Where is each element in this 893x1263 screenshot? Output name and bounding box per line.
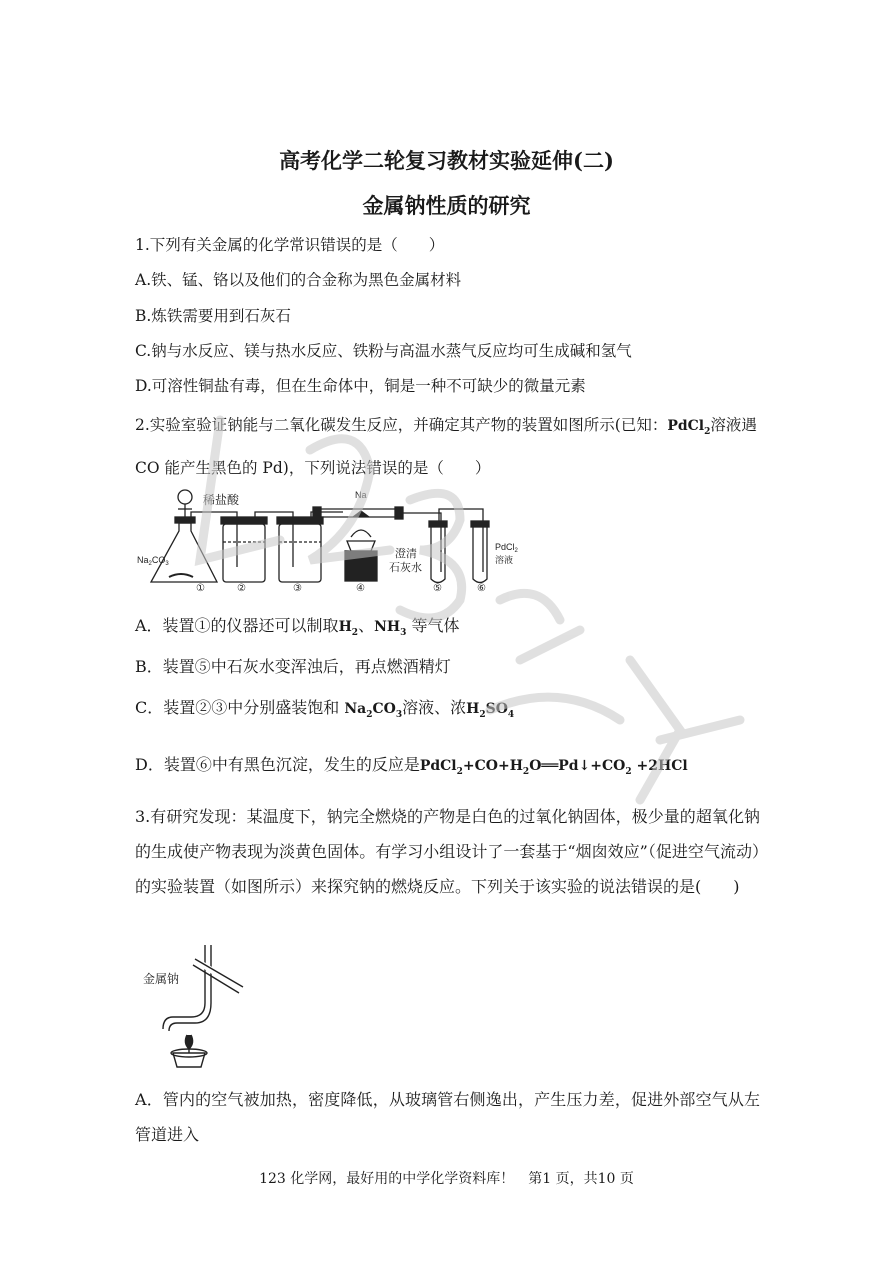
alcohol-lamp-block: [345, 551, 377, 581]
wash-bottle-3: [279, 524, 321, 582]
label-6: ⑥: [477, 583, 486, 594]
label-na2co3: $Na_2CO_3$: [137, 555, 169, 567]
q2-c-mid: 溶液、浓: [402, 698, 467, 717]
formula-h2: $H_2$: [338, 619, 359, 638]
q2-a-text: A．装置①的仪器还可以制取: [135, 616, 339, 635]
conical-flask: [151, 523, 217, 582]
reagent-formula: PdCl: [667, 418, 705, 434]
label-3: ③: [293, 583, 302, 594]
q1-option-d: D.可溶性铜盐有毒，但在生命体中，铜是一种不可缺少的微量元素: [135, 377, 586, 395]
page-title: 高考化学二轮复习教材实验延伸(二): [279, 148, 614, 173]
label-pdcl2-solution: 溶液: [495, 555, 514, 565]
page-subtitle: 金属钠性质的研究: [362, 193, 531, 218]
apparatus-figure-q2: [133, 487, 533, 597]
q2-stem-line1: [135, 413, 757, 437]
page-footer: 123 化学网，最好用的中学化学资料库！ 第1 页，共10 页: [259, 1171, 634, 1187]
q1-option-a: A.铁、锰、铬以及他们的合金称为黑色金属材料: [135, 271, 462, 289]
q1-option-c: C.钠与水反应、镁与热水反应、铁粉与高温水蒸气反应均可生成碱和氢气: [135, 342, 632, 360]
formula-nh3: $NH_3$: [374, 619, 407, 638]
q2-stem-line2: CO 能产生黑色的 Pd)，下列说法错误的是（ ）: [135, 459, 491, 477]
q1-stem: 1.下列有关金属的化学常识错误的是（ ）: [135, 236, 445, 254]
q3-stem: 3.有研究发现：某温度下，钠完全燃烧的产物是白色的过氧化钠固体，极少量的超氧化钠的生成使产物表现为淡黄色固体。有学习小组设计了一套基于“烟囱效应”（促进空气流动）的实验装置（如图所示）来探究钠的燃烧反应。下列关于该实验的说法错误的是( ): [135, 807, 760, 896]
q2-option-b: B．装置⑤中石灰水变浑浊后，再点燃酒精灯: [135, 657, 451, 676]
apparatus-figure-q3: [133, 943, 253, 1073]
q2-stem-text: 2.实验室验证钠能与二氧化碳发生反应，并确定其产物的装置如图所示(已知：: [135, 416, 668, 434]
q2-option-a: [135, 613, 459, 638]
label-limewater-2: 石灰水: [389, 562, 422, 574]
formula-h2so4: $H_2SO_4$: [466, 701, 515, 720]
test-tube-5: [431, 527, 445, 583]
q2-c-text: C．装置②③中分别盛装饱和: [135, 698, 345, 717]
q2-d-text: D．装置⑥中有黑色沉淀，发生的反应是: [135, 755, 420, 774]
q2-option-d: [135, 752, 688, 777]
label-5: ⑤: [433, 583, 442, 594]
reagent-subscript: 2: [704, 426, 711, 437]
q2-option-c: [135, 695, 514, 720]
formula-na2co3: $Na_2CO_3$: [344, 701, 403, 720]
reaction-equation: $PdCl_2+CO+H_2O══Pd↓+CO_2 +2HCl$: [419, 758, 688, 777]
label-dilute-hcl: 稀盐酸: [203, 493, 240, 507]
label-limewater-1: 澄清: [395, 548, 417, 560]
q2-a-sep: 、: [358, 616, 375, 635]
wash-bottle-2: [223, 524, 265, 582]
label-na: Na: [355, 490, 367, 500]
label-sodium-metal: 金属钠: [143, 972, 180, 986]
label-pdcl2: PdCl$_2$: [495, 542, 518, 554]
q2-stem-text-2: 溶液遇: [710, 416, 757, 434]
funnel-bulb: [178, 490, 192, 504]
q2-reagent: [667, 418, 711, 437]
label-2: ②: [237, 583, 246, 594]
q2-a-tail: 等气体: [406, 616, 460, 635]
q1-option-b: B.炼铁需要用到石灰石: [135, 307, 291, 325]
test-tube-6: [473, 527, 487, 583]
q3-option-a: A．管内的空气被加热，密度降低，从玻璃管右侧逸出，产生压力差，促进外部空气从左管道进入: [135, 1090, 760, 1144]
label-4: ④: [356, 583, 365, 594]
label-1: ①: [196, 583, 205, 594]
